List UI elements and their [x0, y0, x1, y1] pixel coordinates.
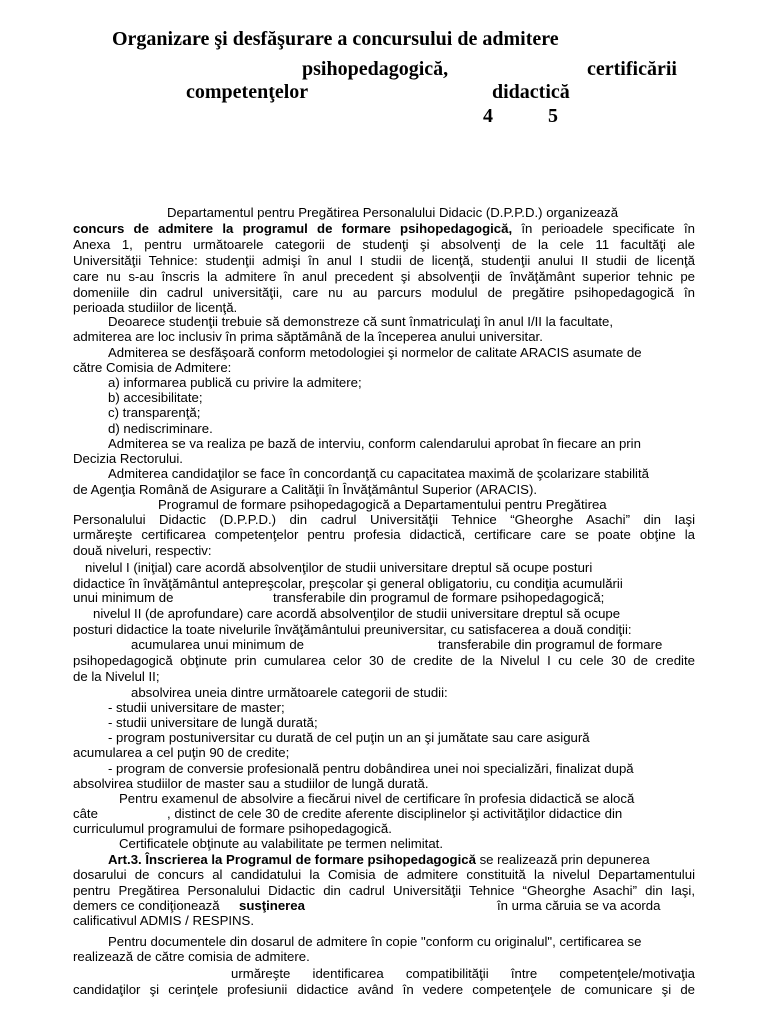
title-line-1: Organizare şi desfăşurare a concursului de admitere: [112, 28, 559, 50]
p8-line-1: Pentru documentele din dosarul de admitere în copie "conform cu originalul", certificarea se: [108, 934, 642, 949]
p1-line-1: Departamentul pentru Pregătirea Personalului Didacic (D.P.P.D.) organizează: [167, 205, 619, 220]
p3-item-c: c) transparenţă;: [108, 405, 201, 420]
art3-line-4-bold: susţinerea: [239, 898, 305, 913]
p3-line-2: către Comisia de Admitere:: [73, 360, 232, 375]
p1-line-4: Universităţii Tehnice: studenţii admişi în anul I studii de licenţă, studenţii anului II studii de licenţă: [73, 253, 695, 268]
studies-item-2: - studii universitare de lungă durată;: [108, 715, 318, 730]
level1-line-3-b: transferabile din programul de formare psihopedagogică;: [273, 590, 605, 605]
p7-line-1: Pentru examenul de absolvire a fiecărui nivel de certificare în profesia didactică se alocă: [119, 791, 635, 806]
level2-cond1-b: transferabile din programul de formare: [438, 637, 663, 652]
title-line-3-left: competenţelor: [186, 81, 309, 103]
studies-item-3-line-2: acumularea a cel puţin 90 de credite;: [73, 745, 290, 760]
p7-line-4: Certificatele obţinute au valabilitate pe termen nelimitat.: [119, 836, 444, 851]
p6-line-4: două niveluri, respectiv:: [73, 543, 212, 558]
p5-line-1: Admiterea candidaţilor se face în concordanţă cu capacitatea maximă de şcolarizare stabilită: [108, 466, 649, 481]
p3-item-b: b) accesibilitate;: [108, 390, 203, 405]
title-line-2-right: certificării: [587, 58, 677, 80]
art3-line-1-rest: se realizează prin depunerea: [475, 852, 650, 867]
p6-line-3: urmăreşte certificarea competenţelor pentru profesia didactică, certificare care se poate obţine la: [73, 527, 695, 542]
title-number-4: 4: [483, 105, 493, 127]
p5-line-2: de Agenţia Română de Asigurare a Calităţii în Învăţământul Superior (ARACIS).: [73, 482, 538, 497]
p1-line-7: perioada studiilor de licenţă.: [73, 300, 238, 315]
studies-item-1: - studii universitare de master;: [108, 700, 285, 715]
art3-line-1: [108, 852, 650, 868]
p7-line-2-b: , distinct de cele 30 de credite aferente disciplinelor şi activităţilor didactice din: [167, 806, 623, 821]
level1-line-1: nivelul I (iniţial) care acordă absolvenţilor de studii universitare dreptul să ocupe posturi: [85, 560, 593, 575]
p7-line-2-a: câte: [73, 806, 98, 821]
p3-item-d: d) nediscriminare.: [108, 421, 213, 436]
p7-line-3: curriculumul programului de formare psihopedagogică.: [73, 821, 392, 836]
p1-bold-text: concurs de admitere la programul de formare psihopedagogică,: [73, 221, 513, 236]
p9-line-1-text: urmăreşte identificarea compatibilităţii între competenţele/motivaţia: [231, 966, 695, 981]
title-number-5: 5: [548, 105, 558, 127]
p4-line-1: Admiterea se va realiza pe bază de interviu, conform calendarului aprobat în fiecare an prin: [108, 436, 641, 451]
art3-line-3: pentru Pregătirea Personalului Didactic din cadrul Universităţii Tehnice “Gheorghe Asachi” din Iaşi,: [73, 883, 695, 898]
p4-line-2: Decizia Rectorului.: [73, 451, 183, 466]
title-line-2-left: psihopedagogică,: [302, 58, 449, 80]
studies-item-3-line-1: - program postuniversitar cu durată de cel puţin un an şi jumătate sau care asigură: [108, 730, 590, 745]
p1-line-6: domeniile din cadrul universităţii, care nu au parcurs modulul de pregătire psihopedagogică în: [73, 285, 695, 300]
p1-line-2: [73, 221, 695, 237]
p3-line-1: Admiterea se desfăşoară conform metodologiei şi normelor de calitate ARACIS asumate de: [108, 345, 642, 360]
level2-cond1-line-3: de la Nivelul II;: [73, 669, 160, 684]
level2-cond1-a: acumularea unui minimum de: [131, 637, 304, 652]
level2-cond2: absolvirea uneia dintre următoarele categorii de studii:: [131, 685, 448, 700]
p8-line-2: realizează de către comisia de admitere.: [73, 949, 310, 964]
level1-line-3-a: unui minimum de: [73, 590, 174, 605]
art3-line-4-a: demers ce condiţionează: [73, 898, 220, 913]
art3-line-5: calificativul ADMIS / RESPINS.: [73, 913, 255, 928]
p6-line-2: Personalului Didactic (D.P.P.D.) din cadrul Universităţii Tehnice “Gheorghe Asachi” din Iaşi: [73, 512, 695, 527]
title-line-3-right: didactică: [492, 81, 570, 103]
p9-line-2: candidaţilor şi cerinţele profesiunii didactice având în vedere competenţele de comunicare şi de: [73, 982, 695, 997]
level2-cond1-line-2: psihopedagogică obţinute prin cumularea celor 30 de credite de la Nivelul I cu cele 30 de credite: [73, 653, 695, 668]
p3-item-a: a) informarea publică cu privire la admitere;: [108, 375, 362, 390]
art3-line-4-b: în urma căruia se va acorda: [497, 898, 661, 913]
p1-line-5: care nu s-au înscris la admitere în anul precedent şi absolvenţii de învăţământ superior tehnic pe: [73, 269, 695, 284]
p1-line-3: Anexa 1, pentru următoarele categorii de studenţi şi absolvenţi de la cele 11 facultăţi ale: [73, 237, 695, 252]
level2-line-1: nivelul II (de aprofundare) care acordă absolvenţilor de studii universitare dreptul să ocupe: [93, 606, 621, 621]
studies-item-4-line-2: absolvirea studiilor de master sau a studiilor de lungă durată.: [73, 776, 429, 791]
p6-line-1: Programul de formare psihopedagogică a Departamentului pentru Pregătirea: [158, 497, 607, 512]
art3-line-2: dosarului de concurs al candidatului la Comisia de admitere constituită la nivelul Departamentului: [73, 867, 695, 882]
level2-line-2: posturi didactice la toate nivelurile învăţământului preuniversitar, cu satisfacerea a două condiţii:: [73, 622, 632, 637]
p2-line-2: admiterea are loc inclusiv în prima săptămână de la începerea anului universitar.: [73, 329, 543, 344]
p1-line-2-rest: în perioadele specificate în: [512, 221, 695, 236]
art3-heading: Art.3. Înscrierea la Programul de formare psihopedagogică: [108, 852, 476, 867]
studies-item-4-line-1: - program de conversie profesională pentru dobândirea unei noi specializări, finalizat după: [108, 761, 634, 776]
p2-line-1: Deoarece studenţii trebuie să demonstreze că sunt înmatriculaţi în anul I/II la facultate,: [108, 314, 614, 329]
level1-line-2: didactice în învăţământul antepreşcolar, preşcolar şi general obligatoriu, cu condiţia acumulării: [73, 576, 623, 591]
